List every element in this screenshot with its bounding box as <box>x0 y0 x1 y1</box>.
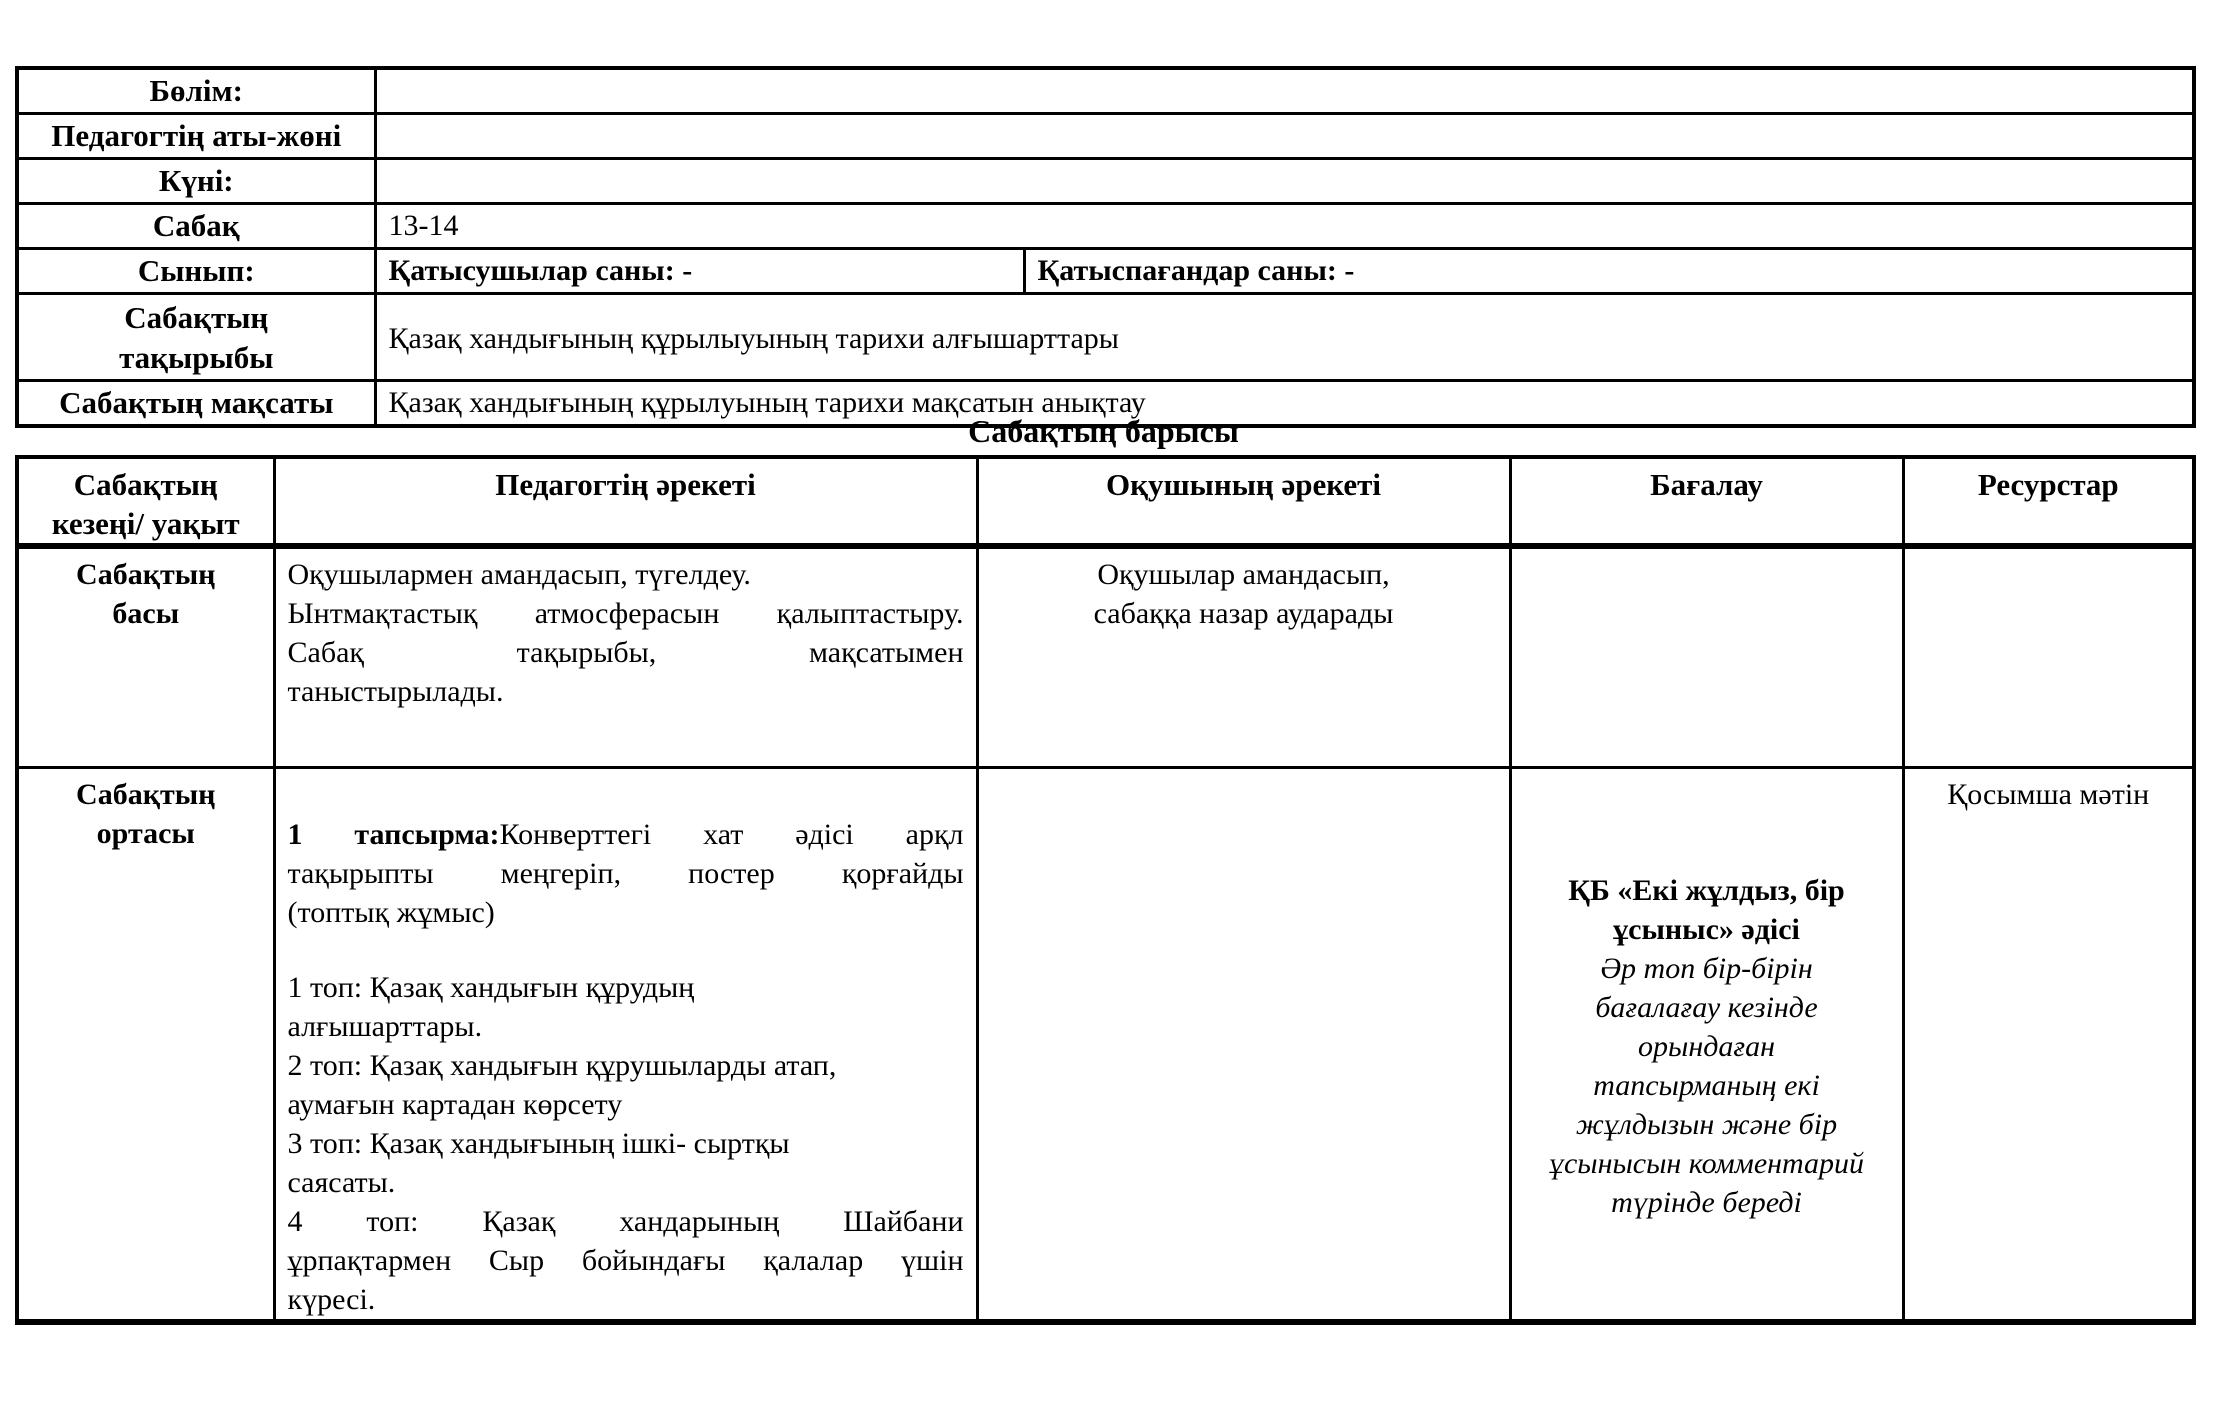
info-label-lesson: Сабақ <box>17 204 375 249</box>
assessment-note-line: бағалағау кезінде <box>1595 990 1818 1024</box>
info-label-lesson-goal: Сабақтың мақсаты <box>17 381 375 427</box>
table-row-lesson-middle <box>17 767 2194 1322</box>
header-line: Сабақтың <box>73 467 218 502</box>
header-assessment: Бағалау <box>1510 457 1903 546</box>
assessment-title-line: ҚБ «Екі жұлдыз, бір <box>1568 873 1845 907</box>
stage-line: Сабақтың <box>76 558 216 591</box>
info-value-absentees: Қатыспағандар саны: - <box>1024 249 2194 294</box>
assessment-middle <box>1510 767 1903 1322</box>
table-row <box>17 114 2194 159</box>
teacher-activity-middle <box>274 767 977 1322</box>
student-activity-line: сабаққа назар аударады <box>1093 597 1394 630</box>
lesson-info-table <box>15 66 2196 428</box>
resources-start <box>1903 546 2194 767</box>
group-task-line: ұрпақтармен Сыр бойындағы қалалар үшін <box>287 1243 964 1277</box>
group-task-line: 3 топ: Қазақ хандығының ішкі- сыртқы <box>287 1126 790 1160</box>
stage-lesson-middle <box>17 767 274 1322</box>
assessment-note-line: Әр топ бір-бірін <box>1600 951 1813 985</box>
task-line <box>288 815 964 854</box>
info-value-teacher-name <box>375 114 2194 159</box>
table-row <box>17 204 2194 249</box>
task-label: 1 тапсырма: <box>287 817 500 851</box>
task-text: Конверттегі хат әдісі арқл <box>499 817 964 851</box>
table-row <box>17 294 2194 381</box>
table-row <box>17 68 2194 114</box>
info-label-lesson-topic <box>17 294 375 381</box>
section-heading: Сабақтың барысы <box>968 413 1239 449</box>
label-line: тақырыбы <box>119 340 274 375</box>
teacher-activity-line: Ынтмақтастық атмосферасын қалыптастыру. <box>287 597 964 630</box>
group-task-line: саясаты. <box>287 1165 396 1199</box>
teacher-activity-start <box>274 546 977 767</box>
task-line: тақырыпты меңгеріп, постер қорғайды <box>287 856 964 890</box>
info-value-lesson-goal: Қазақ хандығының құрылуының тарихи мақсатын анықтау <box>375 381 2194 427</box>
assessment-start <box>1510 546 1903 767</box>
header-stage-time <box>17 457 274 546</box>
teacher-activity-line: Сабақ тақырыбы, мақсатымен <box>287 636 964 669</box>
label-line: Сабақтың <box>124 300 269 335</box>
header-line: кезеңі/ уақыт <box>51 506 240 541</box>
group-task-line: күресі. <box>287 1282 376 1316</box>
teacher-activity-line: таныстырылады. <box>287 675 504 708</box>
assessment-method-title <box>1524 871 1890 949</box>
info-value-date <box>375 159 2194 204</box>
task-line: (топтық жұмыс) <box>287 895 495 929</box>
info-label-bolim: Бөлім: <box>17 68 375 114</box>
assessment-note-line: түрінде береді <box>1611 1185 1802 1219</box>
group-task-line: алғышарттары. <box>287 1009 483 1043</box>
info-label-teacher-name: Педагогтің аты-жөні <box>17 114 375 159</box>
group-task-line: 4 топ: Қазақ хандарының Шайбани <box>287 1204 964 1238</box>
table-header-row <box>17 457 2194 546</box>
assessment-note-line: тапсырманың екі <box>1593 1068 1820 1102</box>
teacher-activity-line: Оқушылармен амандасып, түгелдеу. <box>287 558 751 591</box>
info-value-lesson-number: 13-14 <box>375 204 2194 249</box>
group-task-line: аумағын картадан көрсету <box>287 1087 623 1121</box>
assessment-note-line: ұсынысын комментарий <box>1548 1146 1865 1180</box>
header-resources: Ресурстар <box>1903 457 2194 546</box>
table-row <box>17 249 2194 294</box>
assessment-method-note <box>1524 949 1890 1222</box>
header-student-activity: Оқушының әрекеті <box>977 457 1510 546</box>
table-row-lesson-start <box>17 546 2194 767</box>
stage-line: ортасы <box>96 816 195 850</box>
stage-lesson-start <box>17 546 274 767</box>
stage-line: Сабақтың <box>76 777 216 811</box>
header-teacher-activity: Педагогтің әрекеті <box>274 457 977 546</box>
assessment-note-line: орындаған <box>1638 1029 1775 1063</box>
table-row <box>17 159 2194 204</box>
info-label-class: Сынып: <box>17 249 375 294</box>
info-value-bolim <box>375 68 2194 114</box>
group-task-line: 2 топ: Қазақ хандығын құрушыларды атап, <box>287 1048 837 1082</box>
info-value-participants: Қатысушылар саны: - <box>375 249 1024 294</box>
info-label-date: Күні: <box>17 159 375 204</box>
info-value-lesson-topic: Қазақ хандығының құрылыуының тарихи алғышарттары <box>375 294 2194 381</box>
stage-line: басы <box>112 597 180 630</box>
student-activity-start <box>977 546 1510 767</box>
resources-middle: Қосымша мәтін <box>1903 767 2194 1322</box>
student-activity-middle <box>977 767 1510 1322</box>
group-task-line: 1 топ: Қазақ хандығын құрудың <box>287 970 695 1004</box>
student-activity-line: Оқушылар амандасып, <box>1097 558 1390 591</box>
assessment-note-line: жұлдызын және бір <box>1575 1107 1838 1141</box>
assessment-title-line: ұсыныс» әдісі <box>1613 912 1800 946</box>
lesson-flow-table <box>15 455 2196 1325</box>
